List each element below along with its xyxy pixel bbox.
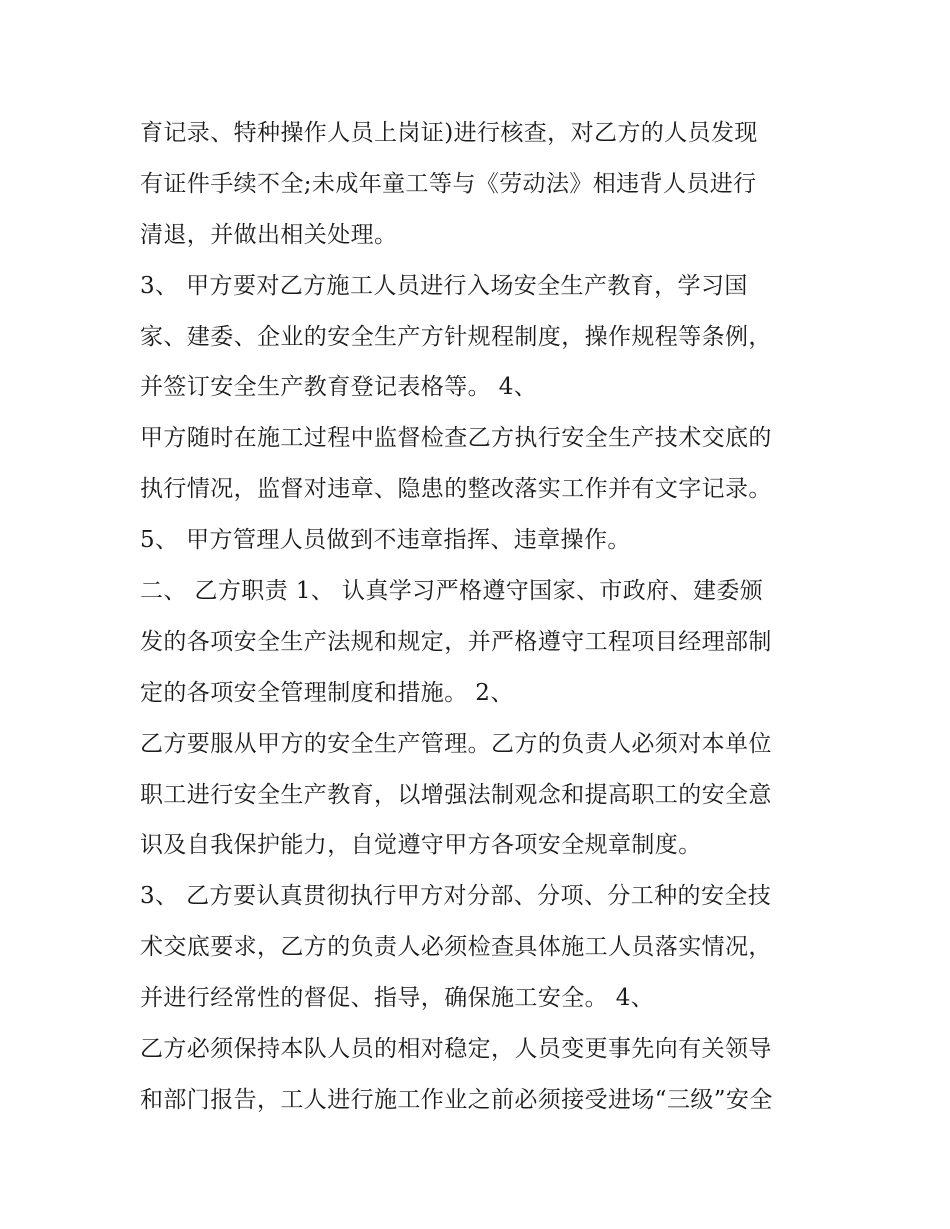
text-line: 家、建委、企业的安全生产方针规程制度，操作规程等条例， <box>140 323 772 350</box>
text-line: 定的各项安全管理制度和措施。 2、 <box>140 679 514 706</box>
text-line: 甲方随时在施工过程中监督检查乙方执行安全生产技术交底的 <box>140 425 772 452</box>
text-line: 5、 甲方管理人员做到不违章指挥、违章操作。 <box>140 527 631 554</box>
text-line: 并签订安全生产教育登记表格等。 4、 <box>140 374 538 401</box>
text-line: 清退，并做出相关处理。 <box>140 221 398 248</box>
text-line: 3、 乙方要认真贯彻执行甲方对分部、分项、分工种的安全技 <box>140 883 772 910</box>
text-line: 执行情况，监督对违章、隐患的整改落实工作并有文字记录。 <box>140 476 772 503</box>
text-line: 二、 乙方职责 1、 认真学习严格遵守国家、市政府、建委颁 <box>140 578 764 605</box>
text-line: 术交底要求，乙方的负责人必须检查具体施工人员落实情况， <box>140 934 772 961</box>
text-line: 3、 甲方要对乙方施工人员进行入场安全生产教育，学习国 <box>140 272 748 299</box>
text-line: 并进行经常性的督促、指导，确保施工安全。 4、 <box>140 985 655 1012</box>
text-line: 乙方要服从甲方的安全生产管理。乙方的负责人必须对本单位 <box>140 730 772 757</box>
text-line: 发的各项安全生产法规和规定，并严格遵守工程项目经理部制 <box>140 628 772 655</box>
text-line: 识及自我保护能力，自觉遵守甲方各项安全规章制度。 <box>140 832 702 859</box>
text-line: 和部门报告，工人进行施工作业之前必须接受进场“三级”安全 <box>140 1086 773 1113</box>
text-line: 有证件手续不全;未成年童工等与《劳动法》相违背人员进行 <box>140 170 757 197</box>
body-text <box>140 108 830 1126</box>
text-line: 乙方必须保持本队人员的相对稳定，人员变更事先向有关领导 <box>140 1036 772 1063</box>
text-line: 职工进行安全生产教育，以增强法制观念和提高职工的安全意 <box>140 781 772 808</box>
text-line: 育记录、特种操作人员上岗证)进行核查，对乙方的人员发现 <box>140 120 758 146</box>
